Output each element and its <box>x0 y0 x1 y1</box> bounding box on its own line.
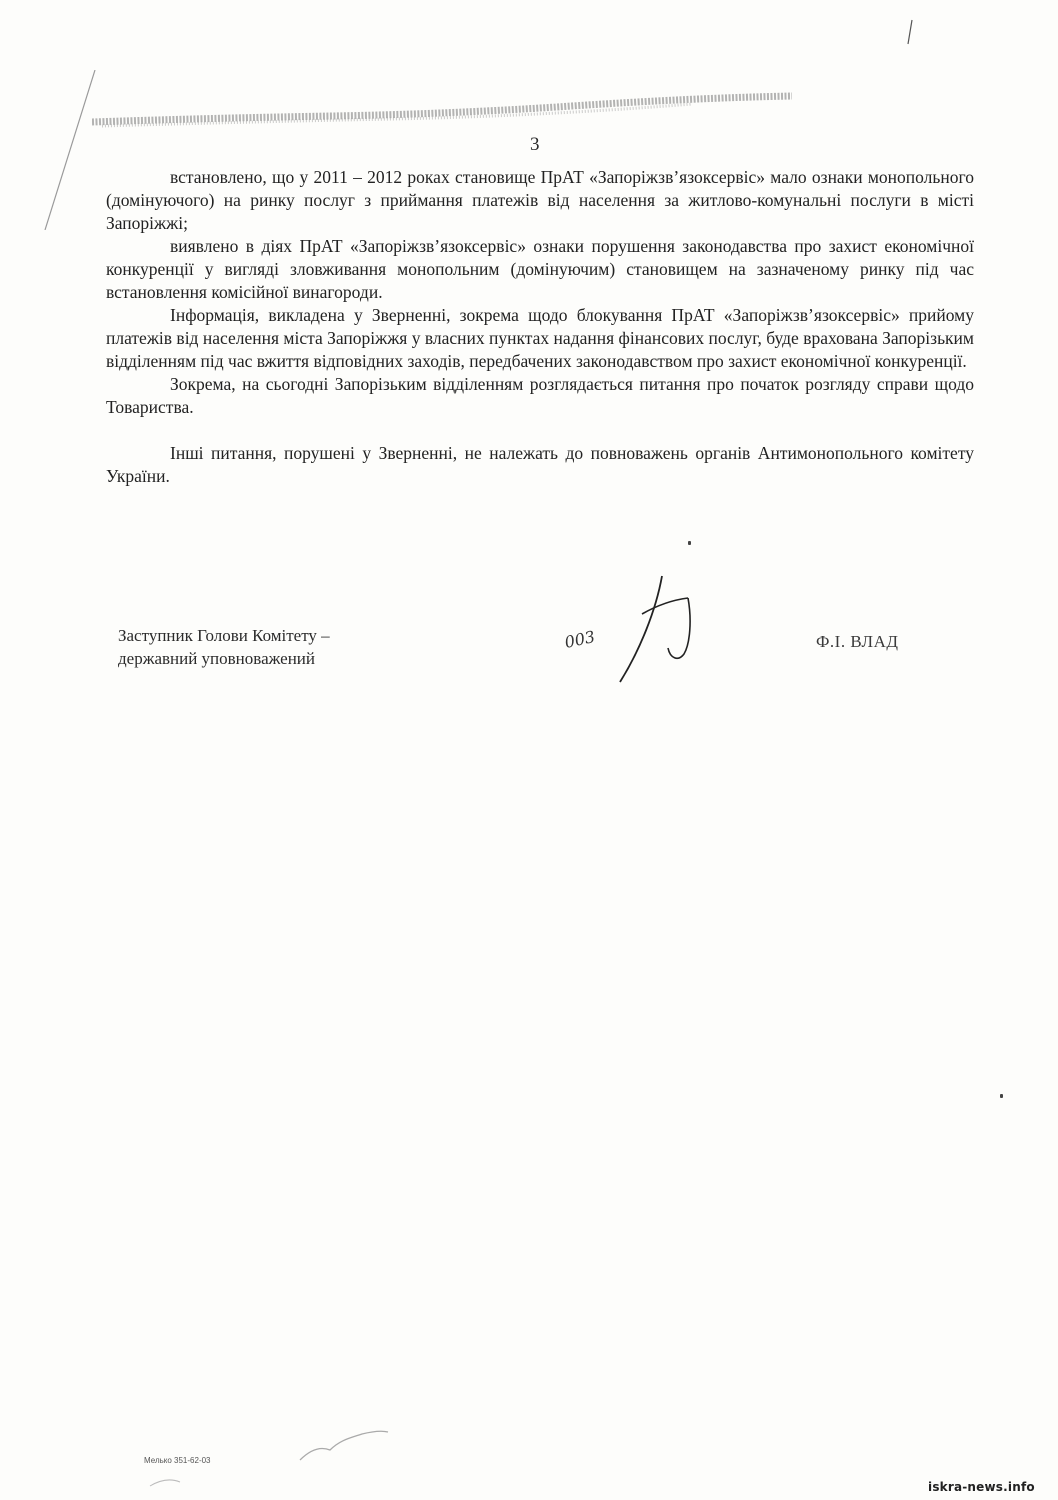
page-number: 3 <box>530 134 540 155</box>
corner-mark <box>900 18 920 48</box>
executor-note: Мелько 351-62-03 <box>144 1456 211 1465</box>
paragraph-revealed: виявлено в діях ПрАТ «Запоріжзв’язоксервіс» ознаки порушення законодавства про захист економічної конкуренції у вигляді зловживання монопольним (домінуючим) становищем на зазначеному ринку під час встановлення комісійної винагороди. <box>106 236 974 302</box>
letter-body <box>106 166 974 488</box>
signer-name: Ф.І. ВЛАД <box>816 632 899 651</box>
watermark: iskra-news.info <box>928 1480 1035 1494</box>
position-line-2: державний уповноважений <box>118 649 315 668</box>
margin-dot <box>1000 1094 1003 1098</box>
paragraph-case: Зокрема, на сьогодні Запорізьким відділенням розглядається питання про початок розгляду справи щодо Товариства. <box>106 374 974 417</box>
handwritten-signature <box>560 570 710 690</box>
margin-dot <box>688 541 691 545</box>
paragraph-other-issues: Інші питання, порушені у Зверненні, не належать до повноважень органів Антимонопольного комітету України. <box>106 443 974 486</box>
paragraph-information: Інформація, викладена у Зверненні, зокрема щодо блокування ПрАТ «Запоріжзв’язоксервіс» прийому платежів від населення міста Запоріжжя у власних пунктах надання фінансових послуг, буде врахована Запорізьким відділенням під час вжиття відповідних заходів, передбачених законодавством про захист економічної конкуренції. <box>106 305 974 371</box>
scan-edge-line <box>40 70 100 230</box>
paragraph-established: встановлено, що у 2011 – 2012 роках становище ПрАТ «Запоріжзв’язоксервіс» мало ознаки монопольного (домінуючого) на ринку послуг з приймання платежів від населення за житлово-комунальні послуги в місті Запоріжжі; <box>106 167 974 233</box>
signature-mark: 003 <box>562 626 597 652</box>
signatory-position <box>118 624 330 670</box>
scan-smudge <box>92 92 792 132</box>
position-line-1: Заступник Голови Комітету – <box>118 626 330 645</box>
